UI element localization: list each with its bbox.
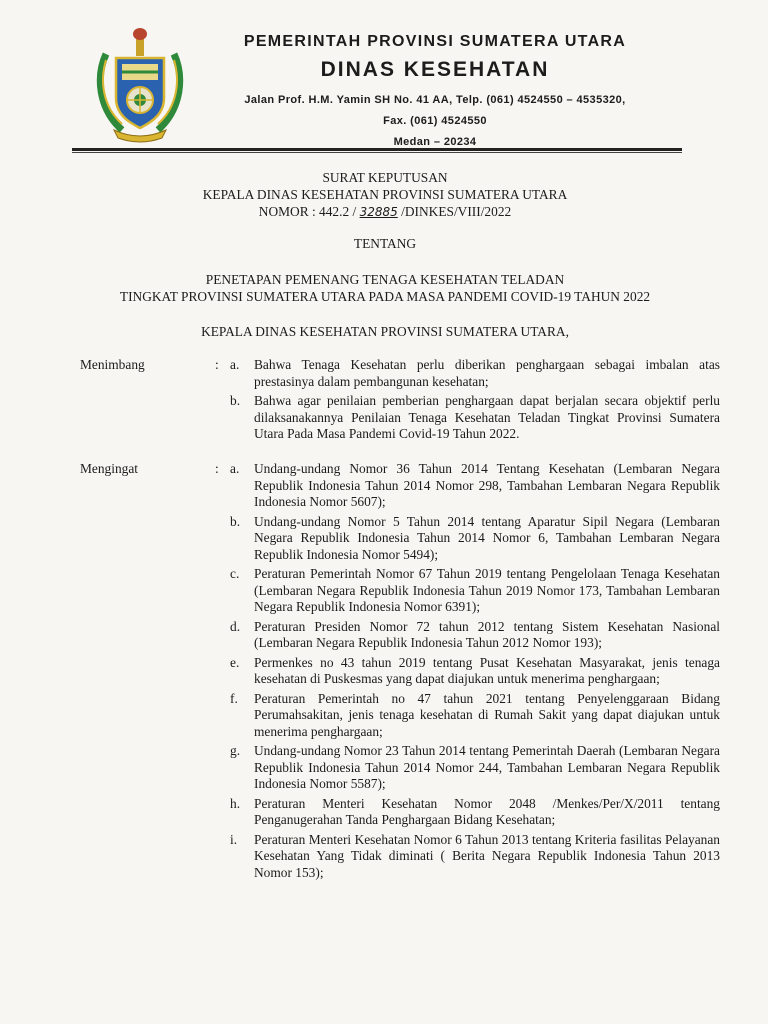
list-item-text: Bahwa Tenaga Kesehatan perlu diberikan penghargaan sebagai imbalan atas prestasinya dalam pembangunan kesehatan; [254, 357, 720, 389]
list-item [230, 619, 720, 652]
list-item-text: Peraturan Presiden Nomor 72 tahun 2012 tentang Sistem Kesehatan Nasional (Lembaran Negara Republik Indonesia Tahun 2012 Nomor 193); [254, 618, 720, 650]
list-item-text: Undang-undang Nomor 36 Tahun 2014 Tentang Kesehatan (Lembaran Negara Republik Indonesia Tahun 2014 Nomor 298, Tambahan Lembaran Negara Republik Indonesia Nomor 5607); [254, 461, 720, 509]
address-line: Jalan Prof. H.M. Yamin SH No. 41 AA, Telp. (061) 4524550 – 4535320, [244, 94, 626, 106]
letterhead-address [205, 90, 665, 153]
list-item-text: Undang-undang Nomor 5 Tahun 2014 tentang Aparatur Sipil Negara (Lembaran Negara Republik Indonesia Tahun 2014 Nomor 6, Tambahan Lembaran Negara Republik Indonesia Nomor 5494); [254, 513, 720, 562]
menimbang-label: Menimbang [80, 357, 145, 372]
list-item [230, 566, 720, 616]
list-item-text: Undang-undang Nomor 23 Tahun 2014 tentang Pemerintah Daerah (Lembaran Negara Republik Indonesia Tahun 2014 Nomor 244, Tambahan Lembaran Negara Republik Indonesia Nomor 5587); [254, 743, 720, 791]
list-item-letter: g. [230, 743, 241, 758]
list-item-text: Peraturan Pemerintah Nomor 67 Tahun 2019 tentang Pengelolaan Tenaga Kesehatan (Lembaran Negara Republik Indonesia Tahun 2019 Nomor 173, Tambahan Lembaran Negara Republik Indonesia Nomor 6391); [254, 566, 720, 614]
list-item [230, 691, 720, 741]
list-item [230, 461, 720, 511]
list-item-letter: a. [230, 461, 240, 476]
menimbang-list [230, 357, 720, 446]
list-item-letter: a. [230, 357, 240, 372]
list-item-letter: b. [230, 393, 241, 408]
list-item [230, 832, 720, 882]
about-label: TENTANG [353, 236, 417, 251]
list-item-text: Permenkes no 43 tahun 2019 tentang Pusat Kesehatan Masyarakat, jenis tenaga kesehatan di Puskesmas yang dapat diajukan untuk menerima penghargaan; [254, 654, 720, 686]
list-item [230, 514, 720, 564]
decree-number-handwritten: 32885 [359, 205, 398, 219]
provincial-emblem-icon [92, 26, 188, 144]
list-item [230, 393, 720, 443]
mengingat-colon: : [215, 461, 219, 476]
mengingat-list [230, 461, 720, 884]
menimbang-colon: : [215, 357, 219, 372]
list-item-letter: c. [230, 566, 240, 581]
subject-line-2: TINGKAT PROVINSI SUMATERA UTARA PADA MASA PANDEMI COVID-19 TAHUN 2022 [119, 289, 651, 304]
list-item-text: Peraturan Menteri Kesehatan Nomor 6 Tahun 2013 tentang Kriteria fasilitas Pelayanan Kesehatan Yang Tidak diminati ( Berita Negara Republik Indonesia Tahun 2013 Nomor 153); [254, 831, 720, 880]
list-item [230, 357, 720, 390]
city-line: Medan – 20234 [393, 136, 477, 148]
list-item-text: Bahwa agar penilaian pemberian penghargaan dapat berjalan secara objektif perlu dilaksanakannya Penilaian Tenaga Kesehatan Teladan Tingkat Provinsi Sumatera Utara Pada Masa Pandemi Covid-19 Tahun 2022. [254, 393, 720, 441]
decree-type: SURAT KEPUTUSAN [322, 170, 448, 185]
list-item-text: Peraturan Menteri Kesehatan Nomor 2048 /Menkes/Per/X/2011 tentang Penganugerahan Tanda Penghargaan Bidang Kesehatan; [254, 795, 720, 827]
fax-line: Fax. (061) 4524550 [383, 115, 487, 127]
list-item-letter: d. [230, 618, 241, 634]
list-item-letter: e. [230, 654, 240, 670]
list-item-letter: b. [230, 513, 241, 529]
list-item [230, 655, 720, 688]
decree-heading: KEPALA DINAS KESEHATAN PROVINSI SUMATERA UTARA, [201, 324, 569, 339]
list-item [230, 796, 720, 829]
letterhead-agency: DINAS KESEHATAN [320, 58, 550, 81]
list-item-text: Peraturan Pemerintah no 47 tahun 2021 tentang Penyelenggaraan Bidang Perumahsakitan, jenis tenaga kesehatan di Rumah Sakit yang dapat diajukan untuk menerima penghargaan; [254, 690, 720, 739]
decree-number-prefix: NOMOR : 442.2 / [258, 204, 360, 219]
mengingat-label: Mengingat [80, 461, 139, 476]
subject-line-1: PENETAPAN PEMENANG TENAGA KESEHATAN TELADAN [205, 272, 565, 287]
list-item [230, 743, 720, 793]
decree-issuer: KEPALA DINAS KESEHATAN PROVINSI SUMATERA UTARA [202, 187, 568, 202]
decree-number [80, 204, 690, 220]
list-item-letter: f. [230, 690, 238, 706]
list-item-letter: h. [230, 795, 241, 811]
list-item-letter: i. [230, 831, 238, 847]
letterhead-rule-thin [72, 152, 682, 153]
letterhead-government: PEMERINTAH PROVINSI SUMATERA UTARA [243, 33, 627, 50]
decree-number-suffix: /DINKES/VIII/2022 [397, 204, 512, 219]
letterhead-rule-thick [72, 148, 682, 151]
